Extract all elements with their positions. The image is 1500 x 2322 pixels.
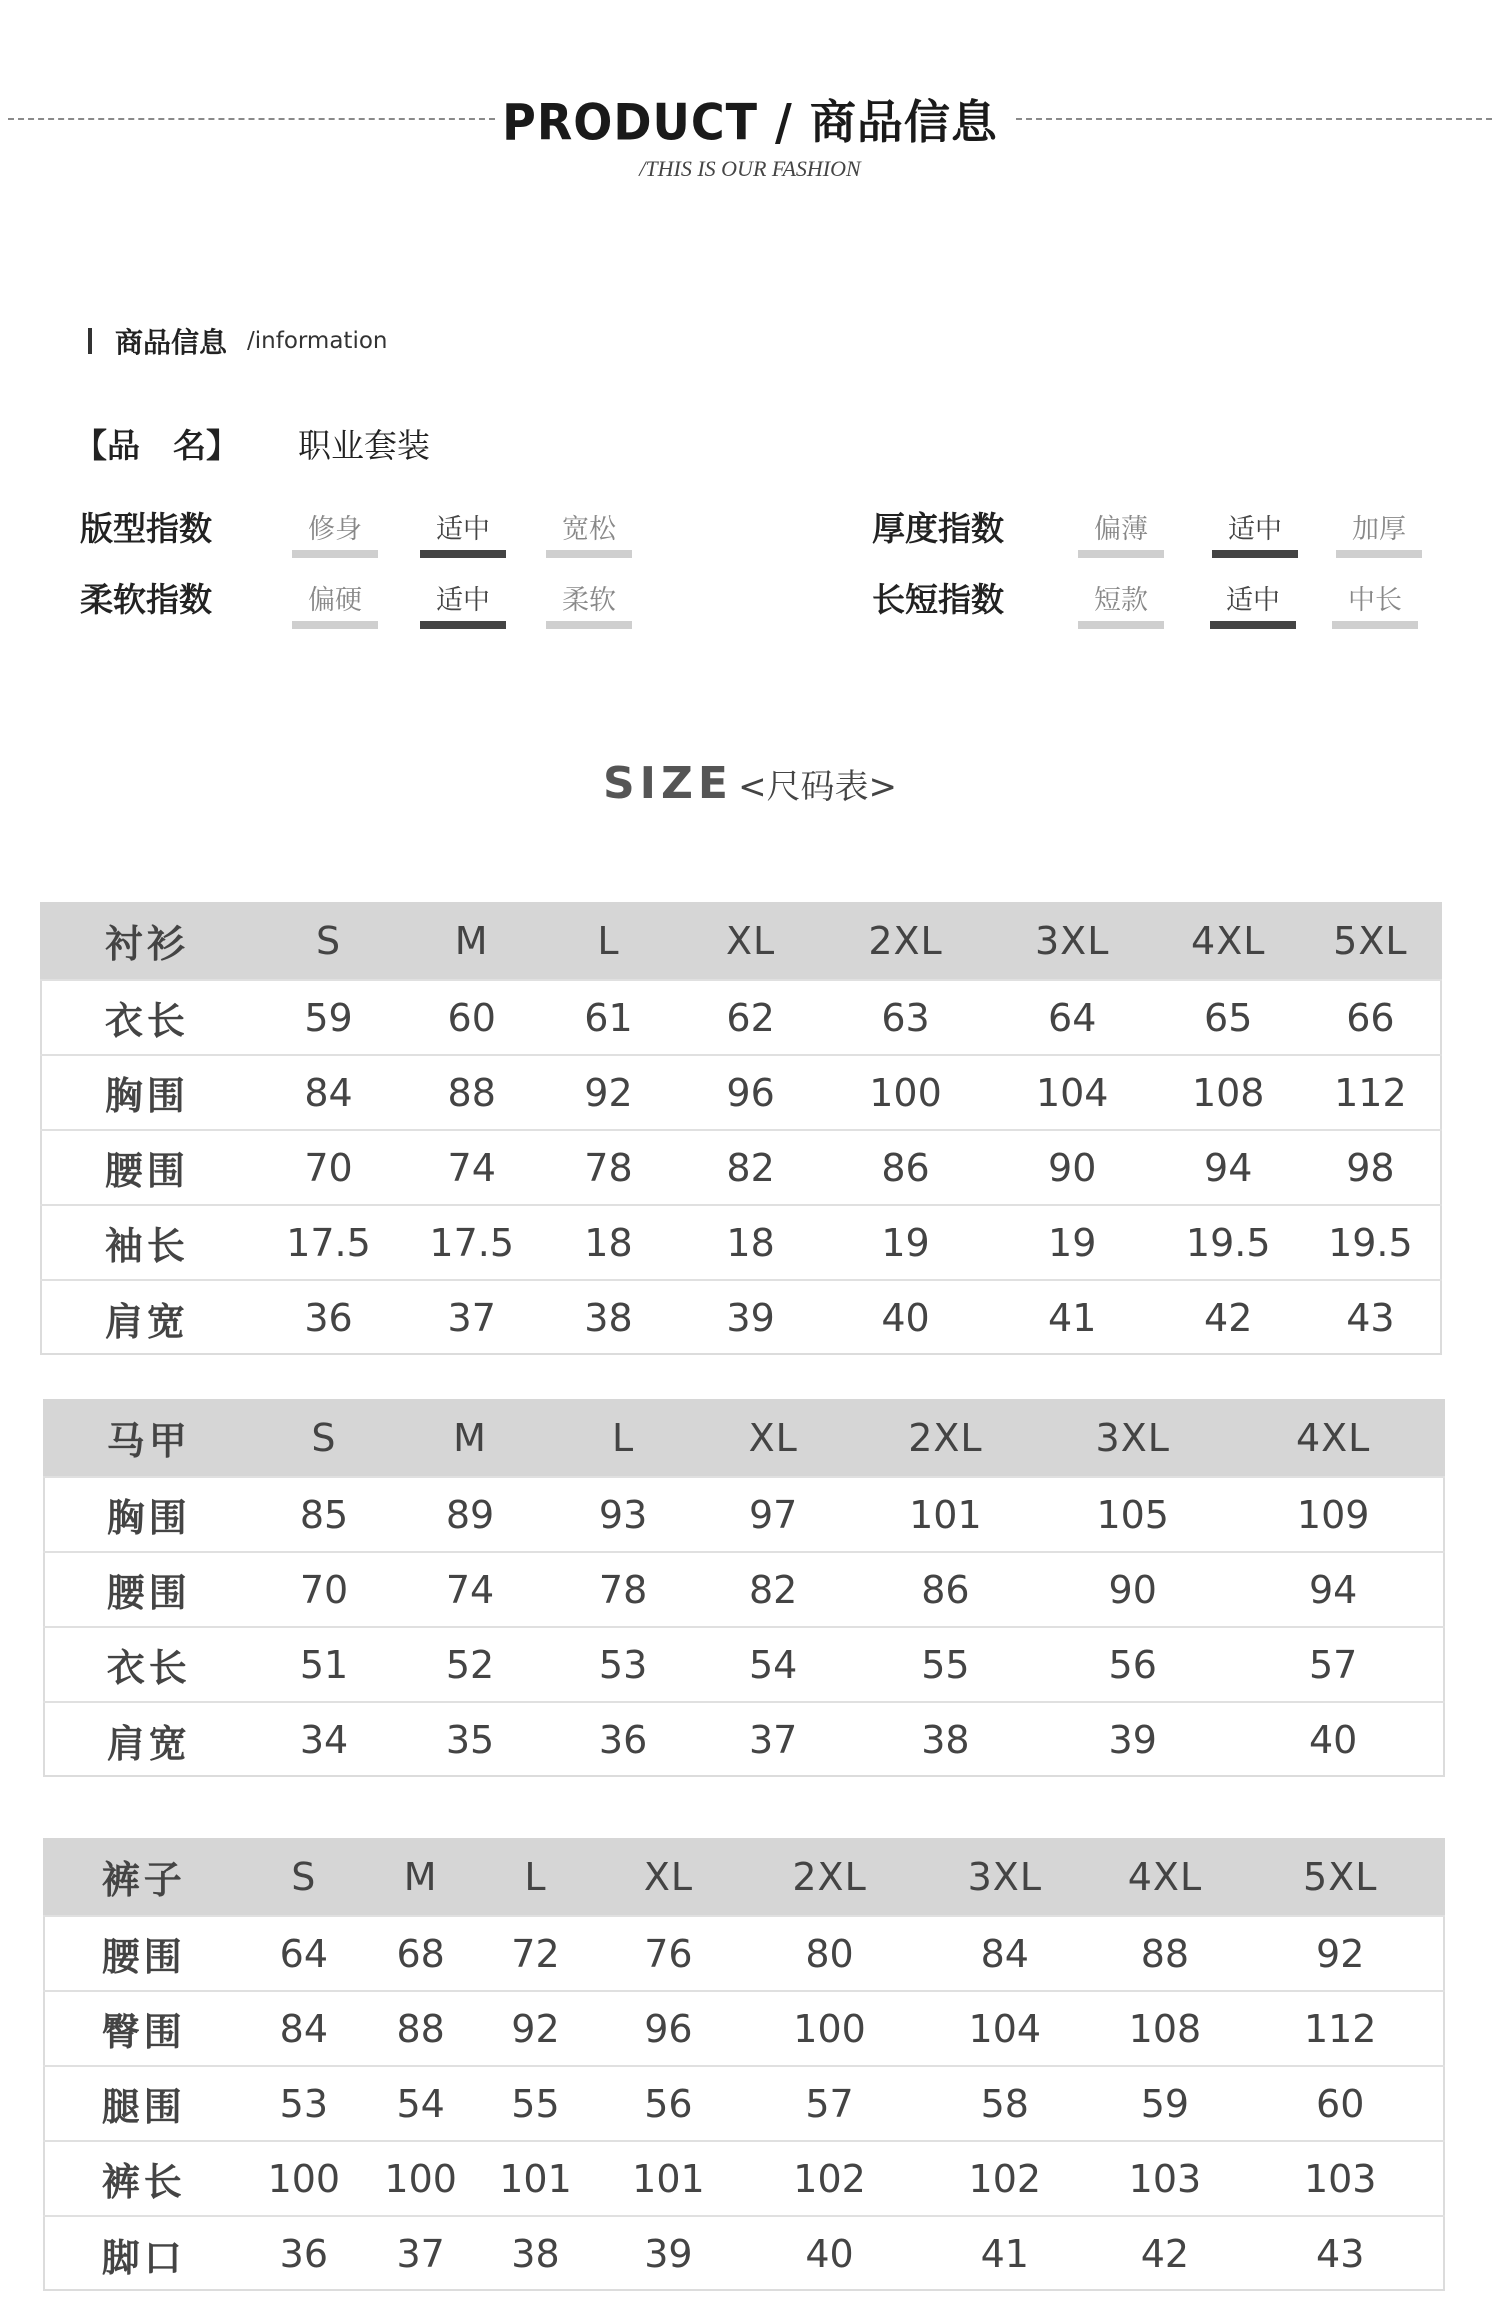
table-cell: 59	[1140, 2081, 1190, 2126]
index-label: 版型指数	[80, 509, 212, 548]
table-cell: 38	[921, 1718, 970, 1762]
index-option	[546, 507, 632, 558]
size-header: XL	[725, 918, 776, 963]
table-cell: 84	[980, 1931, 1029, 1976]
table-cell: 35	[445, 1718, 495, 1762]
table-row	[43, 2216, 1445, 2291]
section-title: 商品信息	[115, 326, 228, 359]
table-cell: 92	[511, 2006, 560, 2051]
section-title-en: /information	[247, 328, 388, 354]
table-cell: 104	[968, 2006, 1042, 2051]
table-cell: 93	[598, 1492, 648, 1537]
table-cell: 86	[881, 1145, 930, 1190]
size-header: 3XL	[967, 1854, 1042, 1899]
table-cell: 62	[726, 995, 775, 1040]
index-selected-bar	[420, 550, 506, 558]
table-cell: 66	[1346, 995, 1395, 1040]
index-option-label: 适中	[1226, 585, 1280, 616]
index-option-label: 适中	[436, 514, 490, 545]
table-cell: 100	[869, 1070, 942, 1115]
size-header: 2XL	[868, 918, 943, 963]
table-cell: 64	[279, 1931, 329, 1976]
index-option	[292, 507, 378, 558]
table-cell: 65	[1204, 995, 1253, 1040]
table-cell: 55	[921, 1642, 970, 1687]
table-cell: 60	[447, 995, 496, 1040]
table-cell: 41	[980, 2232, 1029, 2276]
index-option-label: 短款	[1094, 585, 1148, 616]
size-header: M	[403, 1854, 438, 1899]
table-category-header: 衬衫	[104, 922, 189, 966]
measurement-label: 腰围	[104, 1149, 189, 1193]
index-option-label: 偏薄	[1094, 514, 1148, 545]
table-cell: 39	[726, 1296, 775, 1340]
table-cell: 103	[1303, 2156, 1377, 2201]
table-row	[43, 1552, 1445, 1627]
index-option-label: 加厚	[1352, 514, 1406, 545]
table-cell: 112	[1303, 2006, 1377, 2051]
table-cell: 63	[881, 995, 930, 1040]
table-cell: 19.5	[1328, 1220, 1413, 1265]
table-cell: 34	[299, 1718, 349, 1762]
table-cell: 17.5	[286, 1220, 371, 1265]
table-cell: 108	[1128, 2006, 1202, 2051]
table-cell: 105	[1096, 1492, 1169, 1537]
table-cell: 102	[793, 2156, 866, 2201]
size-header: L	[524, 1854, 547, 1899]
index-option	[1336, 507, 1422, 558]
measurement-label: 胸围	[106, 1496, 191, 1540]
table-cell: 51	[299, 1642, 349, 1687]
index-option-label: 中长	[1348, 585, 1402, 616]
index-option-bar	[1078, 550, 1164, 558]
measurement-label: 衣长	[104, 999, 189, 1043]
measurement-label: 肩宽	[104, 1299, 189, 1344]
table-cell: 82	[748, 1567, 798, 1612]
table-row	[43, 1702, 1445, 1777]
table-cell: 53	[598, 1642, 648, 1687]
size-header: M	[453, 1415, 487, 1460]
table-cell: 36	[598, 1718, 648, 1762]
page-title-cn: 商品信息	[809, 95, 998, 149]
table-cell: 37	[447, 1296, 496, 1340]
table-cell: 64	[1048, 995, 1097, 1040]
table-row	[43, 1916, 1445, 1991]
table-cell: 70	[304, 1145, 353, 1190]
index-option-label: 柔软	[562, 585, 616, 616]
measurement-label: 衣长	[106, 1646, 191, 1690]
size-header: S	[315, 918, 342, 963]
table-cell: 56	[644, 2081, 693, 2126]
section-marker	[88, 328, 92, 354]
product-name-label: 【品 名】	[74, 426, 239, 465]
table-cell: 109	[1296, 1492, 1370, 1537]
index-option-bar	[292, 550, 378, 558]
table-cell: 43	[1346, 1296, 1395, 1340]
table-cell: 101	[499, 2156, 572, 2201]
table-cell: 38	[511, 2232, 560, 2276]
index-option-bar	[1336, 550, 1422, 558]
index-selected-bar	[1210, 621, 1296, 629]
table-cell: 36	[279, 2232, 329, 2276]
table-row	[40, 1130, 1442, 1205]
table-cell: 101	[909, 1492, 982, 1537]
table-cell: 40	[1308, 1718, 1358, 1762]
table-cell: 94	[1204, 1145, 1253, 1190]
table-cell: 36	[304, 1296, 353, 1340]
page-title	[0, 86, 1500, 152]
index-option-label: 宽松	[562, 514, 616, 545]
index-label: 长短指数	[872, 580, 1004, 619]
table-header-row	[40, 902, 1442, 980]
table-cell: 52	[445, 1642, 495, 1687]
product-name-value: 职业套装	[298, 426, 430, 465]
table-cell: 40	[805, 2232, 854, 2276]
size-title-cn: <尺码表>	[738, 767, 898, 807]
table-cell: 70	[299, 1567, 349, 1612]
size-header: 2XL	[908, 1415, 983, 1460]
table-cell: 88	[447, 1070, 496, 1115]
table-cell: 102	[968, 2156, 1042, 2201]
table-header-row	[43, 1838, 1445, 1916]
measurement-label: 臀围	[101, 2010, 186, 2054]
size-header: 4XL	[1295, 1415, 1371, 1460]
table-cell: 43	[1316, 2232, 1365, 2276]
table-cell: 100	[267, 2156, 341, 2201]
page-subtitle: /THIS IS OUR FASHION	[639, 156, 861, 181]
index-option	[1212, 507, 1298, 558]
table-cell: 92	[584, 1070, 633, 1115]
table-cell: 90	[1108, 1567, 1157, 1612]
table-cell: 53	[279, 2081, 329, 2126]
table-cell: 57	[805, 2081, 854, 2126]
index-option	[420, 507, 506, 558]
table-cell: 84	[304, 1070, 353, 1115]
pants-size-table	[43, 1838, 1445, 2291]
table-cell: 80	[805, 1931, 854, 1976]
index-option-label: 适中	[436, 585, 490, 616]
table-cell: 61	[584, 995, 633, 1040]
table-cell: 90	[1048, 1145, 1097, 1190]
index-option-label: 修身	[308, 514, 362, 545]
size-header: XL	[643, 1854, 694, 1899]
table-header-row	[43, 1399, 1445, 1477]
table-cell: 82	[726, 1145, 775, 1190]
size-header: 3XL	[1095, 1415, 1170, 1460]
measurement-label: 裤长	[101, 2160, 186, 2204]
table-cell: 94	[1308, 1567, 1358, 1612]
size-header: S	[311, 1415, 337, 1460]
size-chart-title	[0, 758, 1500, 809]
table-cell: 72	[511, 1931, 560, 1976]
index-option	[1078, 507, 1164, 558]
table-cell: 41	[1048, 1296, 1097, 1340]
table-cell: 56	[1108, 1642, 1157, 1687]
table-cell: 39	[644, 2232, 693, 2276]
table-cell: 103	[1128, 2156, 1202, 2201]
table-cell: 88	[396, 2006, 445, 2051]
index-option	[420, 578, 506, 629]
table-cell: 97	[748, 1492, 798, 1537]
table-cell: 92	[1316, 1931, 1365, 1976]
table-cell: 96	[644, 2006, 693, 2051]
measurement-label: 袖长	[104, 1224, 189, 1268]
table-row	[43, 2066, 1445, 2141]
table-cell: 68	[396, 1931, 445, 1976]
index-option-label: 适中	[1228, 514, 1282, 545]
size-header: 2XL	[792, 1854, 867, 1899]
size-header: M	[454, 918, 489, 963]
table-cell: 42	[1140, 2232, 1190, 2276]
vest-size-table	[43, 1399, 1445, 1777]
table-cell: 18	[726, 1220, 775, 1265]
table-cell: 108	[1191, 1070, 1265, 1115]
table-cell: 98	[1346, 1145, 1395, 1190]
table-cell: 100	[384, 2156, 457, 2201]
measurement-label: 腰围	[106, 1571, 191, 1615]
index-selected-bar	[420, 621, 506, 629]
size-header: 4XL	[1191, 918, 1266, 963]
size-title-en: SIZE	[602, 758, 733, 809]
index-label: 柔软指数	[80, 580, 212, 619]
table-category-header: 马甲	[106, 1419, 191, 1463]
table-cell: 54	[748, 1642, 798, 1687]
index-option	[1332, 578, 1418, 629]
size-header: L	[612, 1415, 635, 1460]
table-cell: 101	[632, 2156, 705, 2201]
table-cell: 40	[881, 1296, 930, 1340]
table-row	[43, 2141, 1445, 2216]
table-cell: 89	[445, 1492, 495, 1537]
table-cell: 37	[396, 2232, 445, 2276]
table-cell: 19	[1048, 1220, 1097, 1265]
index-option-bar	[546, 621, 632, 629]
size-header: S	[291, 1854, 317, 1899]
table-row	[40, 1205, 1442, 1280]
table-cell: 42	[1204, 1296, 1253, 1340]
table-cell: 19.5	[1185, 1220, 1271, 1265]
table-row	[43, 1991, 1445, 2066]
table-category-header: 裤子	[101, 1858, 186, 1902]
index-option	[546, 578, 632, 629]
table-cell: 86	[921, 1567, 970, 1612]
table-cell: 59	[304, 995, 353, 1040]
table-cell: 84	[279, 2006, 329, 2051]
measurement-label: 腰围	[101, 1935, 186, 1979]
table-cell: 104	[1035, 1070, 1109, 1115]
size-header: 4XL	[1127, 1854, 1203, 1899]
table-cell: 78	[584, 1145, 633, 1190]
index-option-bar	[292, 621, 378, 629]
table-row	[43, 1627, 1445, 1702]
table-cell: 37	[748, 1718, 798, 1762]
table-cell: 88	[1140, 1931, 1190, 1976]
shirt-size-table	[40, 902, 1442, 1355]
table-cell: 54	[396, 2081, 445, 2126]
table-cell: 19	[881, 1220, 930, 1265]
index-option-bar	[1078, 621, 1164, 629]
index-option	[292, 578, 378, 629]
index-label: 厚度指数	[872, 509, 1004, 548]
table-cell: 58	[980, 2081, 1029, 2126]
size-header: 3XL	[1035, 918, 1110, 963]
table-cell: 74	[447, 1145, 496, 1190]
table-row	[40, 1055, 1442, 1130]
table-cell: 74	[445, 1567, 495, 1612]
table-cell: 18	[584, 1220, 633, 1265]
table-cell: 38	[584, 1296, 633, 1340]
size-header: XL	[748, 1415, 798, 1460]
table-cell: 39	[1108, 1718, 1157, 1762]
size-header: L	[597, 918, 620, 963]
page-title-en: PRODUCT /	[502, 92, 793, 152]
table-cell: 17.5	[429, 1220, 514, 1265]
index-option-bar	[1332, 621, 1418, 629]
measurement-label: 腿围	[101, 2085, 186, 2129]
table-row	[40, 980, 1442, 1055]
index-option-bar	[546, 550, 632, 558]
index-option-label: 偏硬	[308, 585, 362, 616]
table-row	[40, 1280, 1442, 1355]
index-selected-bar	[1212, 550, 1298, 558]
table-cell: 57	[1308, 1642, 1358, 1687]
table-cell: 112	[1334, 1070, 1407, 1115]
table-cell: 85	[299, 1492, 349, 1537]
measurement-label: 肩宽	[106, 1721, 191, 1766]
table-cell: 96	[726, 1070, 775, 1115]
index-option	[1078, 578, 1164, 629]
table-cell: 76	[644, 1931, 693, 1976]
index-option	[1210, 578, 1296, 629]
size-header: 5XL	[1333, 918, 1408, 963]
size-header: 5XL	[1303, 1854, 1378, 1899]
table-cell: 55	[511, 2081, 560, 2126]
table-cell: 78	[598, 1567, 648, 1612]
table-row	[43, 1477, 1445, 1552]
measurement-label: 胸围	[104, 1074, 189, 1118]
table-cell: 100	[793, 2006, 866, 2051]
table-cell: 60	[1316, 2081, 1365, 2126]
measurement-label: 脚口	[101, 2235, 186, 2280]
